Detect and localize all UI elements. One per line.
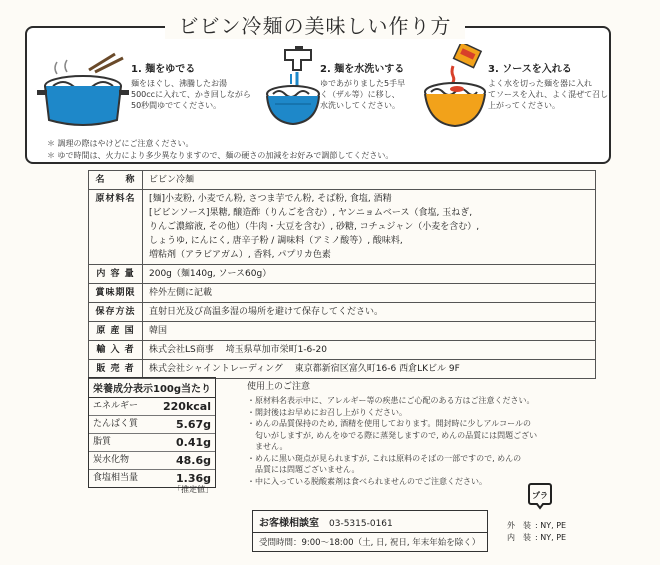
spec-value bbox=[143, 284, 596, 303]
nutrient-value: 1.36g bbox=[175, 472, 211, 485]
customer-contact-box bbox=[252, 510, 488, 552]
spec-label: 賞味期限 bbox=[89, 284, 143, 303]
spec-value bbox=[143, 322, 596, 341]
usage-notes bbox=[247, 379, 547, 487]
nutrition-row bbox=[89, 434, 215, 452]
step-3-desc-line: 上がってください。 bbox=[488, 101, 560, 110]
usage-line: ・原材料名表示中に、アレルギー等の疾患にご心配のある方はご注意ください。 bbox=[247, 396, 535, 405]
material-value: : NY, PE bbox=[535, 533, 567, 542]
material-row bbox=[507, 520, 566, 532]
step-1-desc-line: 50秒間ゆでてください。 bbox=[131, 101, 222, 110]
spec-value bbox=[143, 265, 596, 284]
spec-value-line: 直射日光及び高温多湿の場所を避けて保存してください。 bbox=[149, 307, 384, 317]
nutrient-name: エネルギー bbox=[93, 401, 139, 411]
step-1-title: 1. 麺をゆでる bbox=[131, 64, 196, 75]
step-1-desc-line: 500ccに入れて、かき回しながら bbox=[131, 90, 251, 99]
material-row bbox=[507, 532, 566, 544]
spec-row bbox=[89, 360, 596, 379]
nutrient-name: 食塩相当量 bbox=[93, 473, 139, 483]
spec-value bbox=[143, 360, 596, 379]
material-key: 内 装 bbox=[507, 533, 531, 542]
spec-row bbox=[89, 171, 596, 190]
step-3-desc-line: よく水を切った麺を器に入れ bbox=[488, 79, 592, 88]
sauce-bowl-icon bbox=[417, 44, 493, 130]
spec-label: 販 売 者 bbox=[89, 360, 143, 379]
nutrient-name: 炭水化物 bbox=[93, 455, 130, 465]
material-value: : NY, PE bbox=[535, 521, 567, 530]
plastic-recycle-icon bbox=[525, 480, 555, 510]
nutrient-value: 220kcal bbox=[163, 400, 211, 413]
nutrition-row bbox=[89, 398, 215, 416]
step-1 bbox=[131, 60, 251, 111]
spec-row bbox=[89, 322, 596, 341]
step-2-desc bbox=[320, 78, 405, 111]
cooking-notes bbox=[47, 138, 393, 162]
nutrient-value: 48.6g bbox=[175, 454, 211, 467]
step-1-desc-line: 麺をほぐし、沸騰したお湯 bbox=[131, 79, 227, 88]
nutrient-value: 5.67g bbox=[175, 418, 211, 431]
spec-row bbox=[89, 284, 596, 303]
nutrition-title: 栄養成分表示100g当たり bbox=[89, 378, 215, 398]
spec-value-line: 枠外左側に記載 bbox=[149, 288, 213, 298]
page-title-wrap bbox=[165, 13, 465, 39]
step-3 bbox=[488, 60, 608, 111]
usage-line: ・めんの品質保持のため, 酒精を使用しております。開封時に少しアルコールの bbox=[247, 419, 531, 428]
nutrition-row bbox=[89, 452, 215, 470]
spec-label: 輸 入 者 bbox=[89, 341, 143, 360]
spec-label: 保存方法 bbox=[89, 303, 143, 322]
step-3-desc bbox=[488, 78, 608, 111]
packaging-material bbox=[507, 520, 566, 544]
usage-line: 匂いがしますが, めんをゆでる際に蒸発しますので, めんの品質には問題ござい bbox=[247, 430, 538, 440]
contact-hours: 受問時間：9:00～18:00（土, 日, 祝日, 年末年始を除く） bbox=[259, 538, 481, 548]
spec-value-line: 200g（麺140g, ソース60g） bbox=[149, 269, 272, 279]
contact-header bbox=[253, 511, 487, 533]
spec-label: 名 称 bbox=[89, 171, 143, 190]
nutrition-row bbox=[89, 416, 215, 434]
spec-row bbox=[89, 303, 596, 322]
spec-value bbox=[143, 171, 596, 190]
spec-value-line: 韓国 bbox=[149, 326, 168, 336]
nutrient-name: たんぱく質 bbox=[93, 419, 139, 429]
step-3-title: 3. ソースを入れる bbox=[488, 64, 572, 75]
spec-row bbox=[89, 265, 596, 284]
contact-phone: 03-5315-0161 bbox=[329, 519, 393, 529]
spec-label: 原 産 国 bbox=[89, 322, 143, 341]
spec-row bbox=[89, 341, 596, 360]
spec-label: 内 容 量 bbox=[89, 265, 143, 284]
usage-line: ・開封後はお早めにお召し上がりください。 bbox=[247, 407, 407, 417]
material-key: 外 装 bbox=[507, 521, 531, 530]
page-title: ビビン冷麺の美味しい作り方 bbox=[178, 14, 452, 38]
contact-label: お客様相談室 bbox=[259, 518, 319, 529]
spec-value-line: 増粘剤（アラビアガム）, 香料, パプリカ色素 bbox=[149, 250, 331, 260]
product-spec-table bbox=[88, 170, 596, 379]
spec-value-line: [ビビンソース]果糖, 醸造酢（りんごを含む）, ヤンニョムベース（食塩, 玉ねぎ, bbox=[149, 208, 473, 218]
spec-value-line: りんご濃縮液, その他）（牛肉・大豆を含む）, 砂糖, コチュジャン（小麦を含む）, bbox=[149, 222, 480, 232]
spec-value-line: 株式会社シャイントレーディング 東京都新宿区富久町16-6 西倉LKビル 9F bbox=[149, 364, 460, 374]
spec-row bbox=[89, 190, 596, 265]
spec-value-line: [麺]小麦粉, 小麦でん粉, さつま芋でん粉, そば粉, 食塩, 酒精 bbox=[149, 194, 392, 204]
estimate-note: 「推定値」 bbox=[173, 485, 213, 494]
usage-line: 品質には問題ございません。 bbox=[247, 465, 360, 474]
usage-line: ません。 bbox=[247, 442, 288, 451]
boiling-pot-icon bbox=[37, 52, 133, 130]
step-2-desc-line: 水洗いしてください。 bbox=[320, 101, 400, 110]
usage-line: ・中に入っている脱酸素剤は食べられませんのでご注意ください。 bbox=[247, 476, 487, 486]
usage-line: ・めんに黒い斑点が見られますが, これは原料のそばの一部ですので, めんの bbox=[247, 453, 522, 463]
cooking-note: ＊ 調理の際はやけどにご注意ください。 bbox=[47, 139, 194, 148]
step-1-desc bbox=[131, 78, 251, 111]
spec-value bbox=[143, 190, 596, 265]
nutrition-table bbox=[88, 377, 216, 488]
spec-label: 原材料名 bbox=[89, 190, 143, 265]
step-2-title: 2. 麺を水洗いする bbox=[320, 64, 405, 75]
faucet-bowl-icon bbox=[255, 46, 327, 130]
spec-value bbox=[143, 303, 596, 322]
step-2-desc-line: く（ザル等）に移し、 bbox=[320, 90, 400, 99]
step-2 bbox=[320, 60, 405, 111]
spec-value-line: 株式会社LS商事 埼玉県草加市栄町1-6-20 bbox=[149, 345, 327, 355]
spec-value-line: しょうゆ, にんにく, 唐辛子粉 / 調味料（アミノ酸等）, 酸味料, bbox=[149, 236, 403, 246]
usage-title: 使用上のご注意 bbox=[247, 382, 311, 392]
usage-body bbox=[247, 395, 547, 487]
spec-value bbox=[143, 341, 596, 360]
step-2-desc-line: ゆであがりました5手早 bbox=[320, 79, 406, 88]
cooking-instructions-panel bbox=[25, 26, 611, 164]
spec-value-line: ビビン冷麺 bbox=[149, 175, 195, 185]
recycle-mark-text: プラ bbox=[532, 491, 548, 500]
nutrient-name: 脂質 bbox=[93, 437, 112, 447]
cooking-note: ＊ ゆで時間は、火力により多少異なりますので、麺の硬さの加減をお好みで調節してください。 bbox=[47, 151, 394, 160]
nutrient-value: 0.41g bbox=[175, 436, 211, 449]
step-3-desc-line: てソースを入れ、よく混ぜて召し bbox=[488, 90, 609, 99]
